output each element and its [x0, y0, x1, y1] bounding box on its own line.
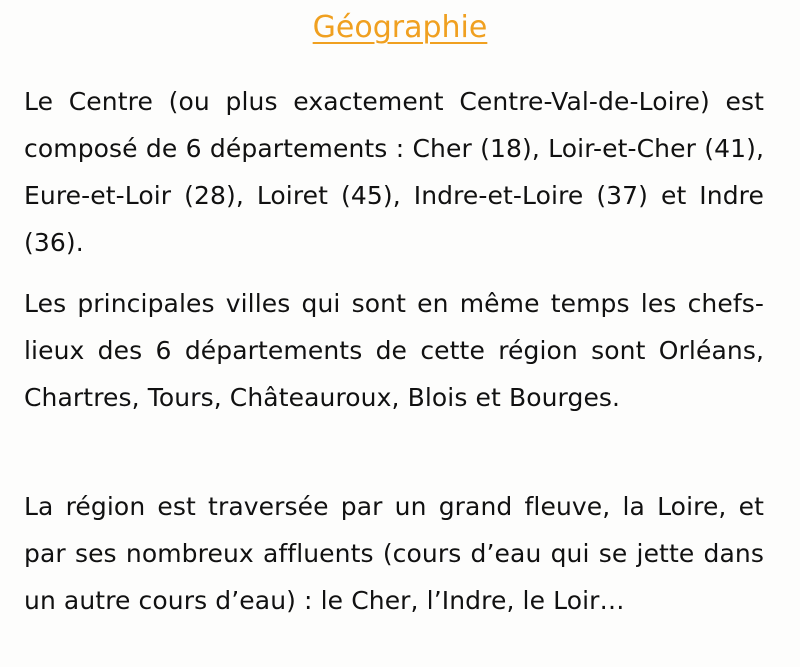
page-title	[0, 8, 800, 48]
paragraph-villes: Les principales villes qui sont en même temps les chefs-lieux des 6 départements de cette région sont Orléans, Chartres, Tours, Châteauroux, Blois et Bourges.	[24, 289, 764, 412]
page-title-text: Géographie	[312, 10, 488, 45]
paragraph-departements: Le Centre (ou plus exactement Centre-Val-de-Loire) est composé de 6 départements : Cher (18), Loir-et-Cher (41), Eure-et-Loir (28), Loiret (45), Indre-et-Loire (37) et Indre (36).	[24, 87, 764, 257]
paragraph-fleuve: La région est traversée par un grand fleuve, la Loire, et par ses nombreux affluents (cours d’eau qui se jette dans un autre cours d’eau) : le Cher, l’Indre, le Loir…	[24, 492, 764, 615]
